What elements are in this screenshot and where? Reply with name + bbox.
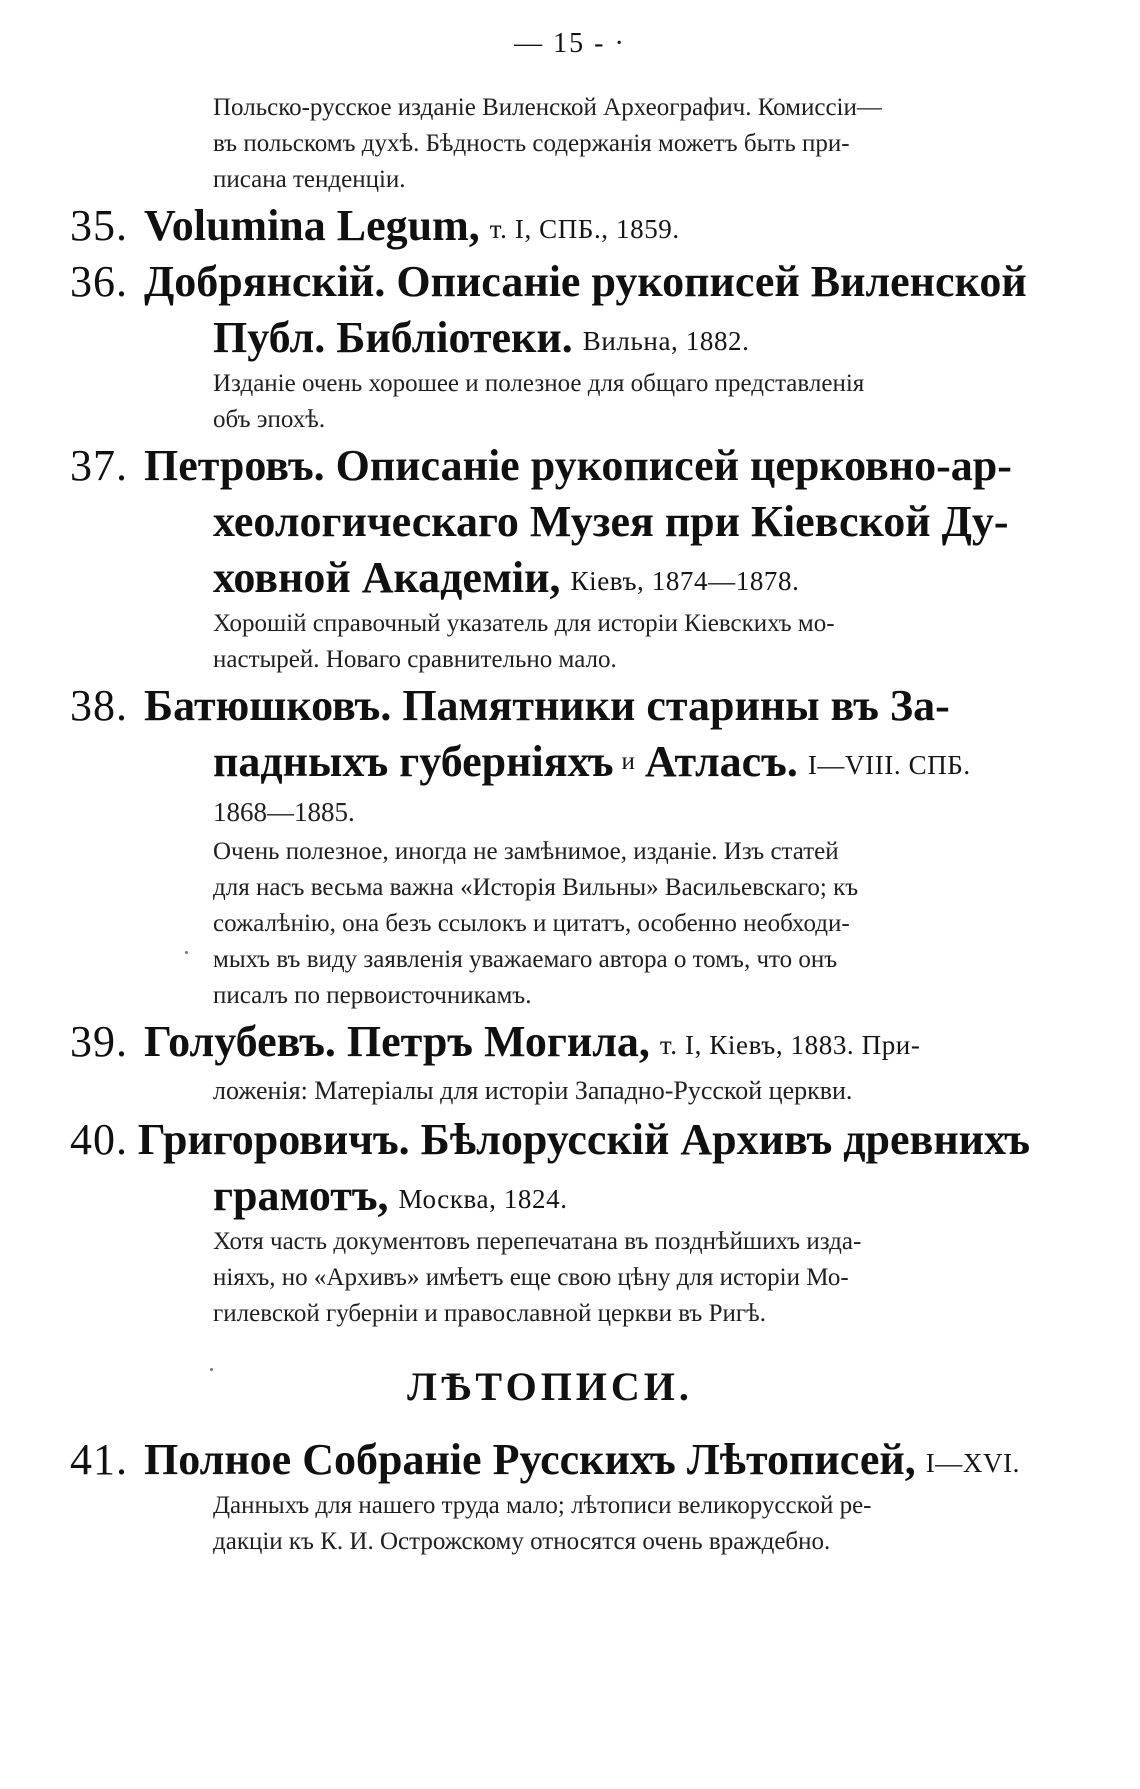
entry-publication-continued: ложенія: Матеріалы для исторіи Западно-Русской церкви. [213,1076,853,1105]
entry-line [70,678,1030,734]
entry-title: Атласъ. [644,737,798,786]
entry-number: 38. [70,681,128,730]
entry-title: Григоровичъ. Бѣлорусскій Архивъ древнихъ [137,1115,1030,1164]
print-speck [210,1368,213,1371]
intro-note [70,90,1030,198]
entry-publication: т. I, СПБ., 1859. [489,214,680,244]
entry-note: настырей. Новаго сравнительно мало. [213,646,617,673]
entry-title: Полное Собраніе Русскихъ Лѣтописей, [144,1435,916,1484]
entry-40 [70,1112,1030,1332]
entry-note: Данныхъ для нашего труда мало; лѣтописи великорусской ре- [213,1492,872,1519]
entry-number: 39. [70,1017,128,1066]
entry-publication: I—XVI. [925,1448,1021,1478]
entry-note: писалъ по первоисточникамъ. [213,982,532,1009]
entry-number: 35. [70,201,128,250]
entry-title: Volumina Legum, [144,201,480,250]
entry-title: хеологическаго Музея при Кіевской Ду- [213,497,1009,546]
entry-line [70,1112,1030,1168]
entry-line [70,438,1030,494]
entry-line [70,254,1030,310]
entry-note: объ эпохѣ. [213,406,326,433]
entry-title: Голубевъ. Петръ Могила, [144,1017,650,1066]
entry-38 [70,678,1030,1014]
page-number: — 15 - · [514,28,626,59]
entry-note: дакціи къ К. И. Острожскому относятся очень враждебно. [213,1528,831,1555]
entry-number: 41. [70,1435,128,1484]
note-line: писана тенденціи. [213,166,406,193]
entry-title-continuation [213,1168,1030,1224]
entry-41 [70,1432,1030,1560]
section-heading: ЛѢТОПИСИ. [407,1364,693,1409]
entry-publication: Вильна, 1882. [582,326,750,356]
entry-publication: т. I, Кіевъ, 1883. При- [659,1030,921,1060]
entry-title-continuation [213,310,1030,366]
entry-number: 40. [70,1115,128,1164]
entry-title-continuation [213,494,1030,550]
entry-number: 36. [70,257,128,306]
entry-line [70,1432,1030,1488]
entry-title-continuation [213,550,1030,606]
entry-note: гилевской губерніи и православной церкви въ Ригѣ. [213,1300,766,1327]
note-line: въ польскомъ духѣ. Бѣдность содержанія можетъ быть при- [213,130,850,157]
entry-35 [70,198,1030,254]
entry-note: Очень полезное, иногда не замѣнимое, изданіе. Изъ статей [213,838,839,865]
entry-title-connector: и [621,748,635,775]
entry-publication-continued: 1868—1885. [213,797,355,827]
entry-note: сожалѣнію, она безъ ссылокъ и цитатъ, особенно необходи- [213,910,850,937]
entry-note: Хорошій справочный указатель для исторіи Кіевскихъ мо- [213,610,835,637]
entry-title-continuation [213,734,1030,790]
entry-title: Публ. Библіотеки. [213,313,573,362]
entry-title: грамотъ, [213,1171,389,1220]
entry-publication: Москва, 1824. [398,1184,568,1214]
entry-note: ніяхъ, но «Архивъ» имѣетъ еще свою цѣну для исторіи Мо- [213,1264,849,1291]
entry-36 [70,254,1030,438]
entry-note: Изданіе очень хорошее и полезное для общаго представленія [213,370,865,397]
entry-title: Добрянскій. Описаніе рукописей Виленской [144,257,1027,306]
entry-line [70,198,1030,254]
entry-note: мыхъ въ виду заявленія уважаемаго автора о томъ, что онъ [213,946,838,973]
entry-publication: I—VIII. СПБ. [807,750,971,780]
page-content [70,90,1030,1560]
entry-title: Батюшковъ. Памятники старины въ За- [144,681,950,730]
entry-39 [70,1014,1030,1112]
note-line: Польско-русское изданіе Виленской Археографич. Комиссіи— [213,94,882,121]
entry-note: для насъ весьма важна «Исторія Вильны» Васильевскаго; къ [213,874,859,901]
entry-number: 37. [70,441,128,490]
entry-publication: Кіевъ, 1874—1878. [570,566,800,596]
entry-line [70,1014,1030,1070]
entry-title: ховной Академіи, [213,553,561,602]
entry-37 [70,438,1030,678]
print-speck [185,951,188,954]
entry-title: Петровъ. Описаніе рукописей церковно-ар- [144,441,1012,490]
entry-title: падныхъ губерніяхъ [213,737,614,786]
entry-note: Хотя часть документовъ перепечатана въ позднѣйшихъ изда- [213,1228,862,1255]
